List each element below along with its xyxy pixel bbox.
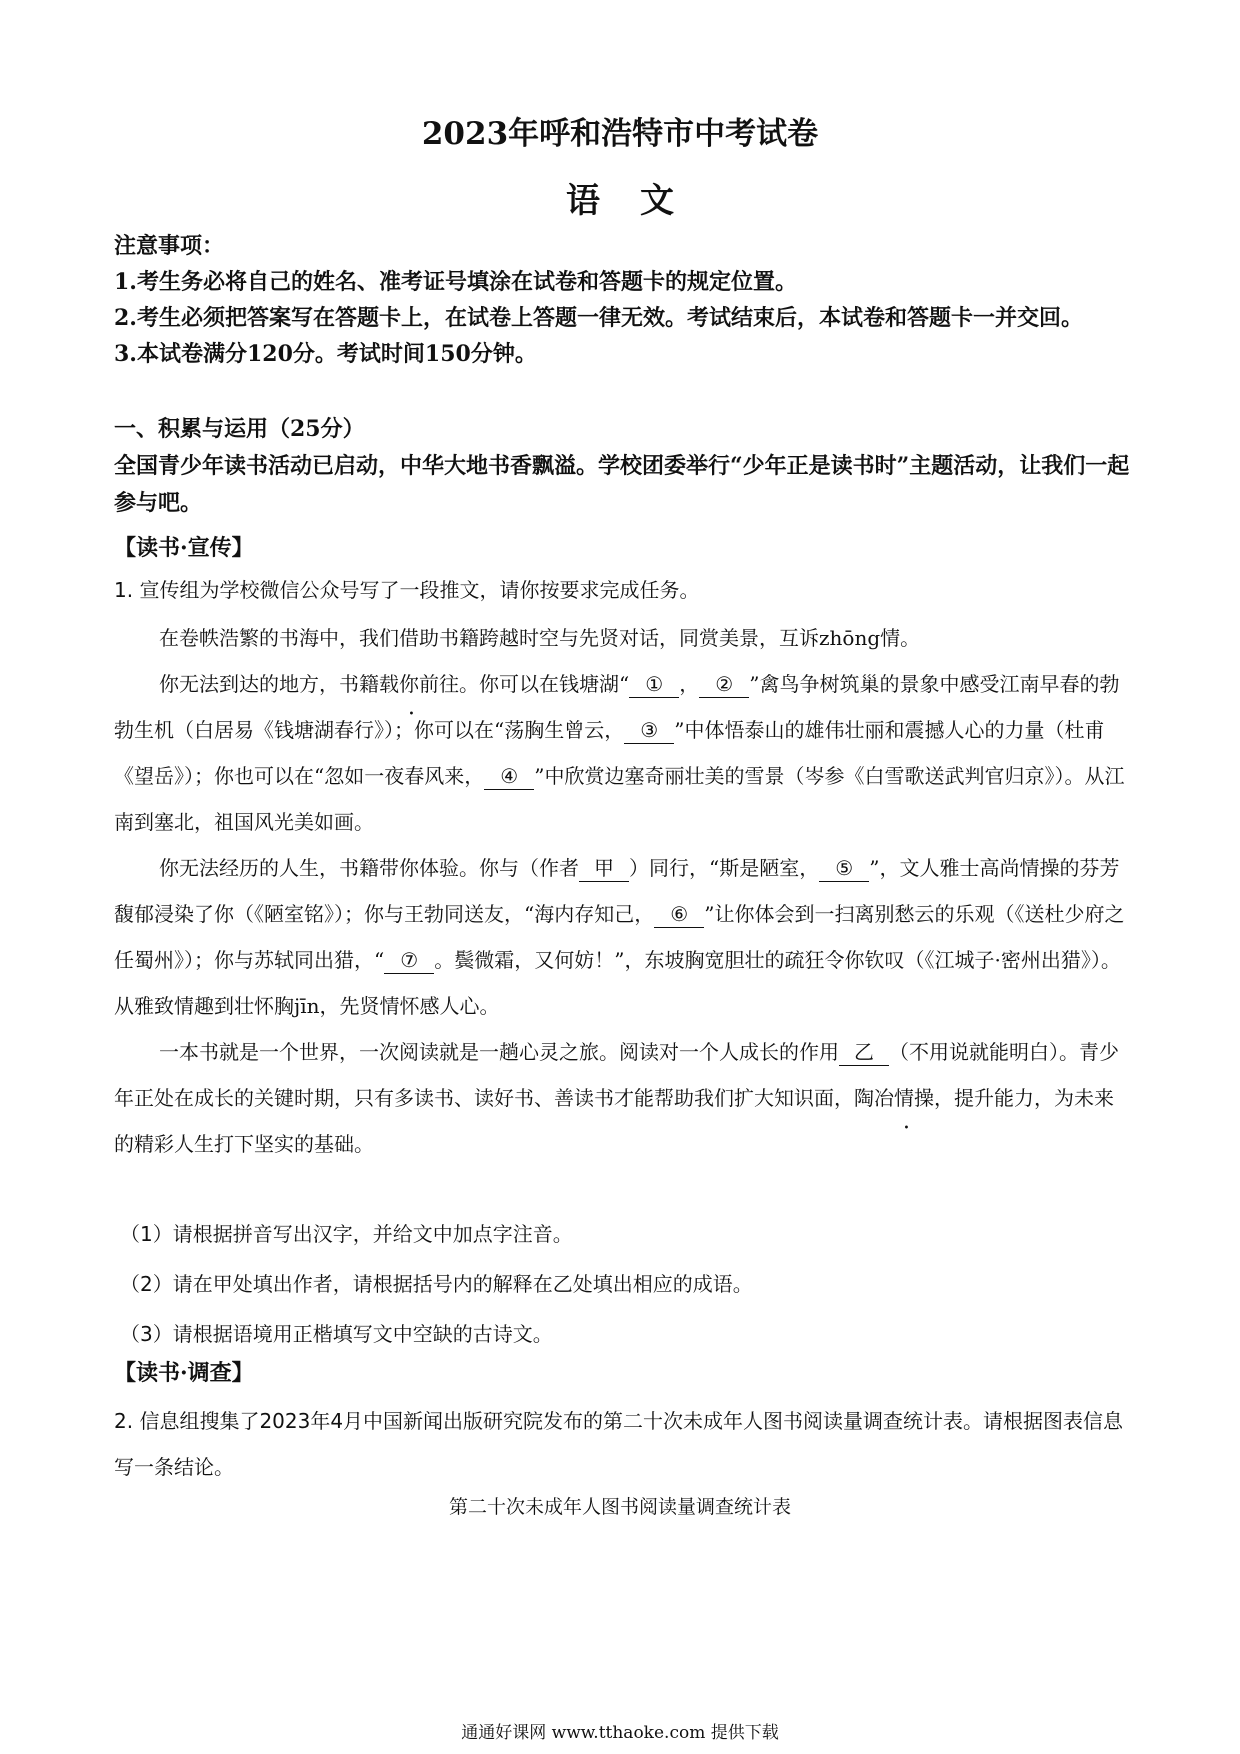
text: ”中欣赏边塞奇丽壮美的雪景（岑参《白雪歌送武判官归京》）。从江南到塞北，祖国风光美如画。 bbox=[114, 764, 1125, 834]
text: 情操，提升能力，为未来的精彩人生打下坚实的基础。 bbox=[114, 1086, 1114, 1156]
notice-item: 1.考生务必将自己的姓名、准考证号填涂在试卷和答题卡的规定位置。 bbox=[114, 269, 797, 295]
passage-p4 bbox=[114, 1029, 1130, 1167]
footer-text: 通通好课网 www.tthaoke.com 提供下载 bbox=[461, 1723, 779, 1743]
blank-7: ⑦ bbox=[384, 947, 434, 974]
sec1-heading: 【读书·宣传】 bbox=[114, 535, 254, 561]
table-title: 第二十次未成年人图书阅读量调查统计表 bbox=[448, 1496, 791, 1518]
text: 你无法到达的地方，书籍 bbox=[159, 672, 379, 696]
dotted-char: 载 bbox=[379, 672, 399, 696]
blank-5: ⑤ bbox=[819, 855, 869, 882]
blank-jia: 甲 bbox=[579, 855, 629, 882]
subject-title: 语文 bbox=[566, 181, 714, 221]
passage bbox=[114, 615, 1130, 1167]
subquestion-3: （3）请根据语境用正楷填写文中空缺的古诗文。 bbox=[120, 1322, 553, 1346]
text: （不用说就能明白）。青少年正处在成长的关键时期，只有多读书、读好书、善读书才能帮助我们扩大知识面，陶 bbox=[114, 1040, 1119, 1110]
text: 一本书就是一个世界，一次阅读就是一趟心灵之旅。阅读对一个人成长的作用 bbox=[159, 1040, 839, 1064]
text: 你无法经历的人生，书籍带你体验。你与（作者 bbox=[159, 856, 579, 880]
text: ”让你体会到一扫离别愁云的乐观（《送杜少府之任蜀州》）；你与苏轼同出猎，“ bbox=[114, 902, 1125, 972]
text: 你前往。你可以在钱塘湖“ bbox=[399, 672, 630, 696]
dotted-char: 冶 bbox=[874, 1086, 894, 1110]
text: ”，文人雅士高尚情操的芬芳馥郁浸染了你（《陋室铭》）；你与王勃同送友，“海内存知己， bbox=[114, 856, 1120, 926]
text: ， bbox=[679, 672, 700, 696]
notice-block bbox=[114, 228, 1134, 372]
passage-p2 bbox=[114, 661, 1130, 845]
part1-heading: 一、积累与运用（25分） bbox=[114, 416, 365, 442]
notice-item: 2.考生必须把答案写在答题卡上，在试卷上答题一律无效。考试结束后，本试卷和答题卡一并交回。 bbox=[114, 305, 1083, 331]
text: 。鬓微霜，又何妨！”，东坡胸宽胆壮的疏狂令你钦叹（《江城子·密州出猎》）。从雅致情趣到壮怀胸jīn，先贤情怀感人心。 bbox=[114, 948, 1121, 1018]
blank-3: ③ bbox=[624, 717, 674, 744]
blank-1: ① bbox=[629, 671, 679, 698]
sec2-heading: 【读书·调查】 bbox=[114, 1360, 254, 1386]
blank-yi: 乙 bbox=[839, 1039, 889, 1066]
question-2: 2. 信息组搜集了2023年4月中国新闻出版研究院发布的第二十次未成年人图书阅读量调查统计表。请根据图表信息写一条结论。 bbox=[114, 1409, 1124, 1479]
exam-title: 2023年呼和浩特市中考试卷 bbox=[421, 116, 819, 152]
blank-2: ② bbox=[699, 671, 749, 698]
text: ”中体悟泰山的雄伟壮丽和震撼人心的力量（杜甫《望岳》）；你也可以在“忽如一夜春风来， bbox=[114, 718, 1105, 788]
text: ）同行，“斯是陋室， bbox=[629, 856, 820, 880]
notice-item: 3.本试卷满分120分。考试时间150分钟。 bbox=[114, 341, 537, 367]
subquestion-1: （1）请根据拼音写出汉字，并给文中加点字注音。 bbox=[120, 1222, 573, 1246]
blank-4: ④ bbox=[484, 763, 534, 790]
text: ”禽鸟争树筑巢的景象中感受江南早春的勃勃生机（白居易《钱塘湖春行》）；你可以在“荡胸生曾云， bbox=[114, 672, 1120, 742]
subquestion-2: （2）请在甲处填出作者，请根据括号内的解释在乙处填出相应的成语。 bbox=[120, 1272, 753, 1296]
part1-intro: 全国青少年读书活动已启动，中华大地书香飘溢。学校团委举行“少年正是读书时”主题活动，让我们一起参与吧。 bbox=[114, 453, 1130, 516]
notice-heading: 注意事项： bbox=[114, 233, 225, 259]
blank-6: ⑥ bbox=[654, 901, 704, 928]
passage-p1: 在卷帙浩繁的书海中，我们借助书籍跨越时空与先贤对话，同赏美景，互诉zhōng情。 bbox=[159, 626, 921, 650]
passage-p3 bbox=[114, 845, 1130, 1029]
question-1: 1. 宣传组为学校微信公众号写了一段推文，请你按要求完成任务。 bbox=[114, 578, 700, 602]
